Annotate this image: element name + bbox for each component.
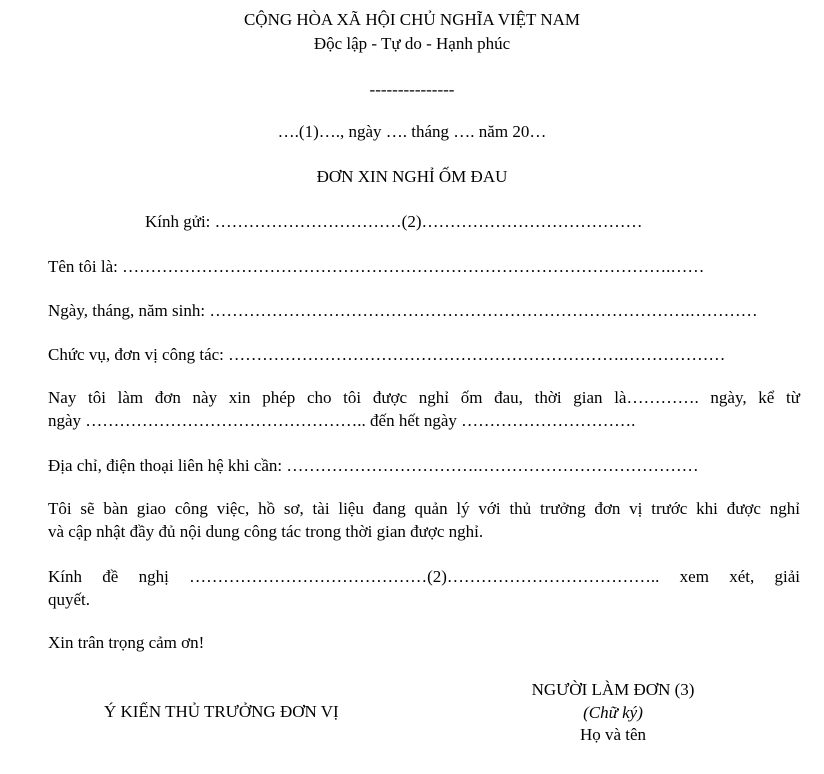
name-field: Tên tôi là: …………………………………………………………………………………….…… xyxy=(48,257,705,276)
unit-head-opinion: Ý KIẾN THỦ TRƯỞNG ĐƠN VỊ xyxy=(104,702,339,721)
date-line: ….(1)…., ngày …. tháng …. năm 20… xyxy=(277,122,547,141)
dob-field: Ngày, tháng, năm sinh: ………………………………………………………………………….………… xyxy=(48,301,758,320)
request-line-2: quyết. xyxy=(48,590,91,609)
handover-line-2: và cập nhật đầy đủ nội dung công tác trong thời gian được nghỉ. xyxy=(48,522,484,541)
contact-field: Địa chỉ, điện thoại liên hệ khi cần: …………………………….………………………………… xyxy=(48,456,699,475)
applicant-title: NGƯỜI LÀM ĐƠN (3) xyxy=(531,680,695,699)
thanks-line: Xin trân trọng cảm ơn! xyxy=(48,633,205,652)
request-line-1: Kính đề nghị ……………………………………(2)……………………………….. xem xét, giải xyxy=(48,567,800,586)
applicant-signature: (Chữ ký) xyxy=(583,703,643,722)
position-field: Chức vụ, đơn vị công tác: …………………………………………………………….……………… xyxy=(48,345,726,364)
national-motto: Độc lập - Tự do - Hạnh phúc xyxy=(313,34,511,53)
leave-period-line-1: Nay tôi làm đơn này xin phép cho tôi được nghỉ ốm đau, thời gian là…………. ngày, kể từ xyxy=(48,388,800,407)
leave-period-line-2: ngày ………………………………………….. đến hết ngày …………………………. xyxy=(48,411,636,430)
form-title: ĐƠN XIN NGHỈ ỐM ĐAU xyxy=(316,167,508,186)
handover-line-1: Tôi sẽ bàn giao công việc, hồ sơ, tài liệu đang quản lý với thủ trưởng đơn vị trước khi được nghỉ xyxy=(48,499,800,518)
header-divider: --------------- xyxy=(369,80,455,99)
recipient-line: Kính gửi: ……………………………(2)………………………………… xyxy=(145,212,643,231)
national-title: CỘNG HÒA XÃ HỘI CHỦ NGHĨA VIỆT NAM xyxy=(243,10,581,29)
applicant-name: Họ và tên xyxy=(579,725,647,744)
